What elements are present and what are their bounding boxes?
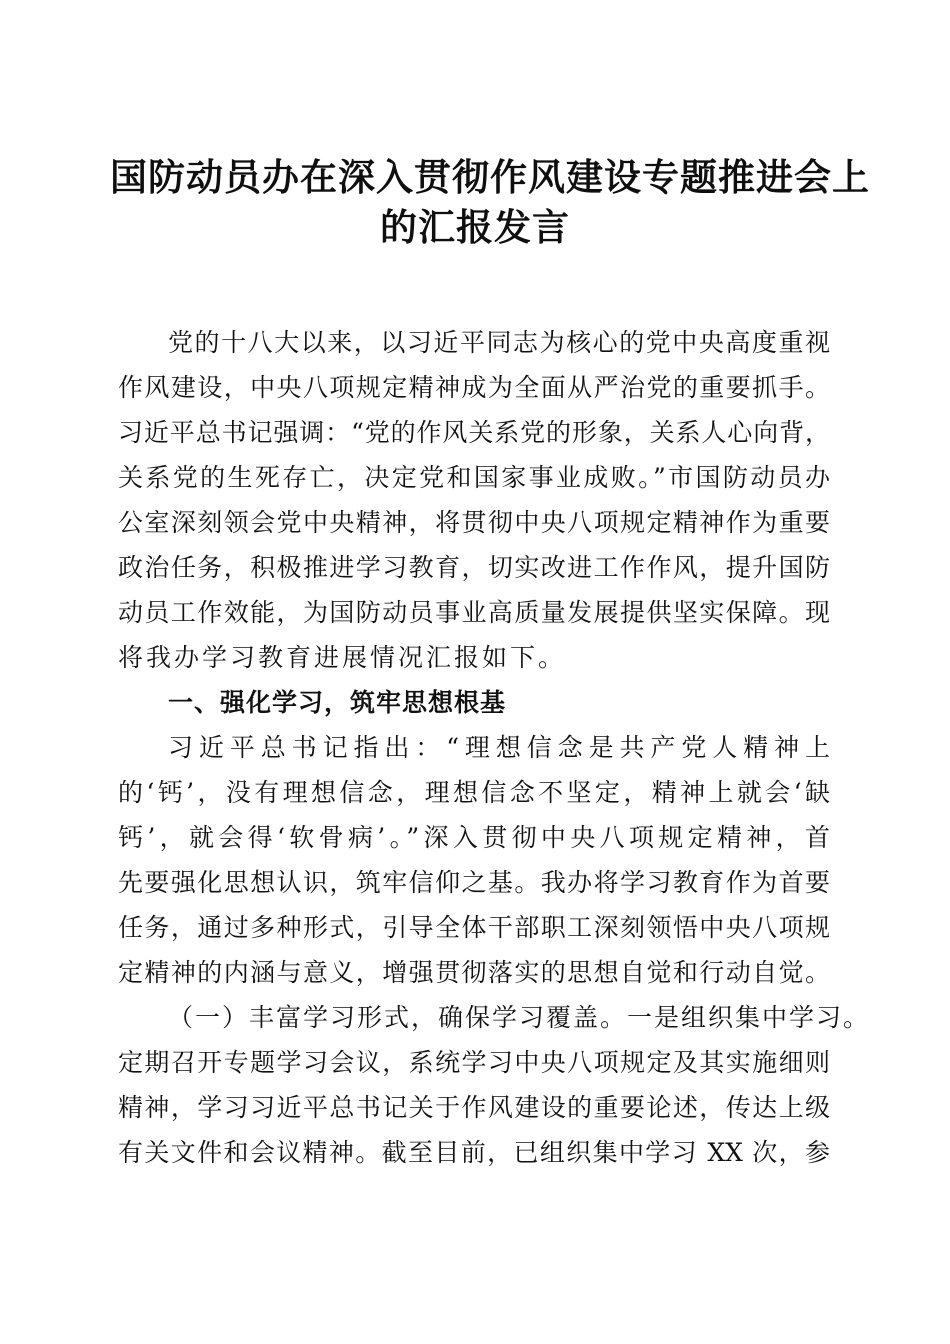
paragraph-line: 定期召开专题学习会议，系统学习中央八项规定及其实施细则 [118,1048,830,1077]
paragraph-line: 定精神的内涵与意义，增强贯彻落实的思想自觉和行动自觉。 [118,958,830,987]
paragraph-line: 政治任务，积极推进学习教育，切实改进工作作风，提升国防 [118,553,830,582]
title-line: 的汇报发言 [380,205,570,249]
paragraph-line: 的‘钙’，没有理想信念，理想信念不坚定，精神上就会‘缺 [118,778,830,807]
paragraph-line: 党的十八大以来，以习近平同志为核心的党中央高度重视 [168,328,830,357]
paragraph-line: 动员工作效能，为国防动员事业高质量发展提供坚实保障。现 [118,598,830,627]
subsection1-paragraph [118,995,871,1175]
section1-paragraph [118,725,830,995]
section-heading: 一、强化学习，筑牢思想根基 [168,688,507,717]
intro-paragraph [118,320,830,680]
paragraph-line: 精神，学习习近平总书记关于作风建设的重要论述，传达上级 [118,1093,830,1122]
document-body [118,320,871,1175]
paragraph-line: 关系党的生死存亡，决定党和国家事业成败。”市国防动员办 [118,463,830,492]
paragraph-line: 先要强化思想认识，筑牢信仰之基。我办将学习教育作为首要 [118,868,830,897]
paragraph-line: 习近平总书记指出：“理想信念是共产党人精神上 [168,733,830,762]
paragraph-line: 任务，通过多种形式，引导全体干部职工深刻领悟中央八项规 [118,913,830,942]
document-title [110,152,870,252]
paragraph-line: 钙’，就会得‘软骨病’。”深入贯彻中央八项规定精神，首 [118,823,830,852]
paragraph-line: 将我办学习教育进展情况汇报如下。 [118,643,567,672]
paragraph-line: 作风建设，中央八项规定精神成为全面从严治党的重要抓手。 [118,373,830,402]
paragraph-line: 有关文件和会议精神。截至目前，已组织集中学习 XX 次，参 [118,1138,830,1167]
paragraph-line: 习近平总书记强调：“党的作风关系党的形象，关系人心向背， [118,418,830,447]
paragraph-line: （一）丰富学习形式，确保学习覆盖。一是组织集中学习。 [168,1003,871,1032]
paragraph-line: 公室深刻领会党中央精神，将贯彻中央八项规定精神作为重要 [118,508,830,537]
title-line: 国防动员办在深入贯彻作风建设专题推进会上 [110,155,870,199]
